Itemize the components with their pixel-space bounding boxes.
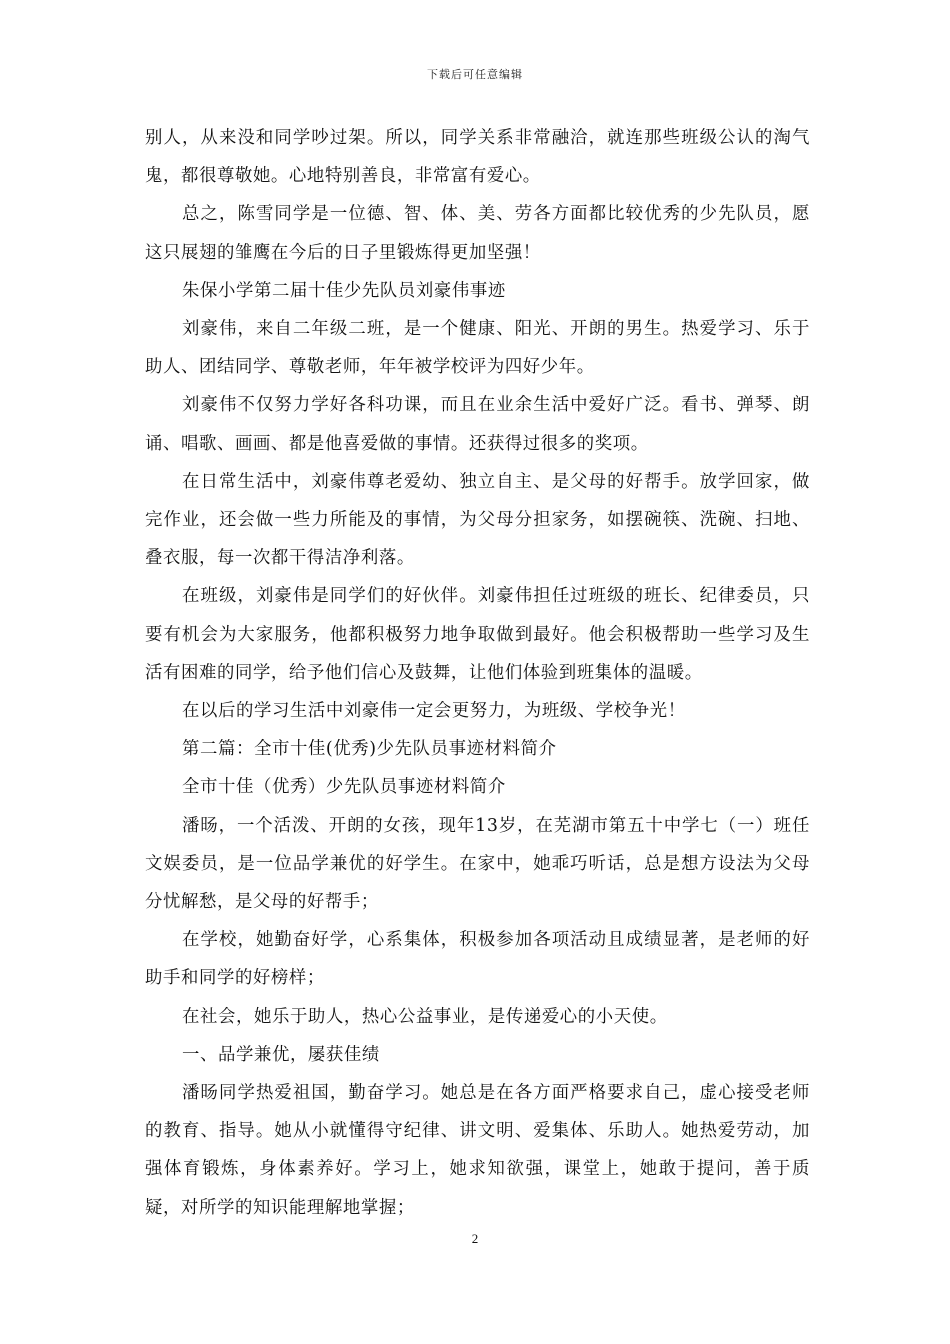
paragraph: 在日常生活中，刘豪伟尊老爱幼、独立自主、是父母的好帮手。放学回家，做完作业，还会做一些力所能及的事情，为父母分担家务，如摆碗筷、洗碗、扫地、叠衣服，每一次都干得洁净利落。 bbox=[145, 471, 810, 569]
paragraph: 在以后的学习生活中刘豪伟一定会更努力，为班级、学校争光！ bbox=[182, 701, 686, 722]
document-body bbox=[145, 119, 810, 1227]
chapter-title: 第二篇：全市十佳(优秀)少先队员事迹材料简介 bbox=[182, 739, 557, 760]
paragraph: 在学校，她勤奋好学，心系集体，积极参加各项活动且成绩显著，是老师的好助手和同学的好榜样； bbox=[145, 930, 810, 989]
paragraph: 在社会，她乐于助人，热心公益事业，是传递爱心的小天使。 bbox=[182, 1006, 668, 1027]
page-number: 2 bbox=[471, 1231, 479, 1246]
paragraph: 潘旸，一个活泼、开朗的女孩，现年13岁，在芜湖市第五十中学七（一）班任文娱委员，是一位品学兼优的好学生。在家中，她乖巧听话，总是想方设法为父母分忧解愁，是父母的好帮手； bbox=[145, 815, 810, 913]
section-title: 朱保小学第二届十佳少先队员刘豪伟事迹 bbox=[182, 280, 506, 301]
paragraph: 潘旸同学热爱祖国，勤奋学习。她总是在各方面严格要求自己，虚心接受老师的教育、指导。她从小就懂得守纪律、讲文明、爱集体、乐助人。她热爱劳动，加强体育锻炼，身体素养好。学习上，她求知欲强，课堂上，她敢于提问，善于质疑，对所学的知识能理解地掌握； bbox=[145, 1083, 810, 1218]
page-header: 下载后可任意编辑 bbox=[427, 68, 523, 81]
section-heading: 一、品学兼优，屡获佳绩 bbox=[182, 1044, 380, 1065]
paragraph: 别人，从来没和同学吵过架。所以，同学关系非常融洽，就连那些班级公认的淘气鬼，都很尊敬她。心地特别善良，非常富有爱心。 bbox=[145, 128, 810, 187]
paragraph: 刘豪伟不仅努力学好各科功课，而且在业余生活中爱好广泛。看书、弹琴、朗诵、唱歌、画画、都是他喜爱做的事情。还获得过很多的奖项。 bbox=[145, 395, 810, 454]
paragraph: 总之，陈雪同学是一位德、智、体、美、劳各方面都比较优秀的少先队员，愿这只展翅的雏鹰在今后的日子里锻炼得更加坚强！ bbox=[145, 204, 810, 263]
paragraph: 刘豪伟，来自二年级二班，是一个健康、阳光、开朗的男生。热爱学习、乐于助人、团结同学、尊敬老师，年年被学校评为四好少年。 bbox=[145, 319, 810, 378]
paragraph: 在班级，刘豪伟是同学们的好伙伴。刘豪伟担任过班级的班长、纪律委员，只要有机会为大家服务，他都积极努力地争取做到最好。他会积极帮助一些学习及生活有困难的同学，给予他们信心及鼓舞，让他们体验到班集体的温暖。 bbox=[145, 586, 810, 683]
section-title: 全市十佳（优秀）少先队员事迹材料简介 bbox=[182, 777, 506, 798]
